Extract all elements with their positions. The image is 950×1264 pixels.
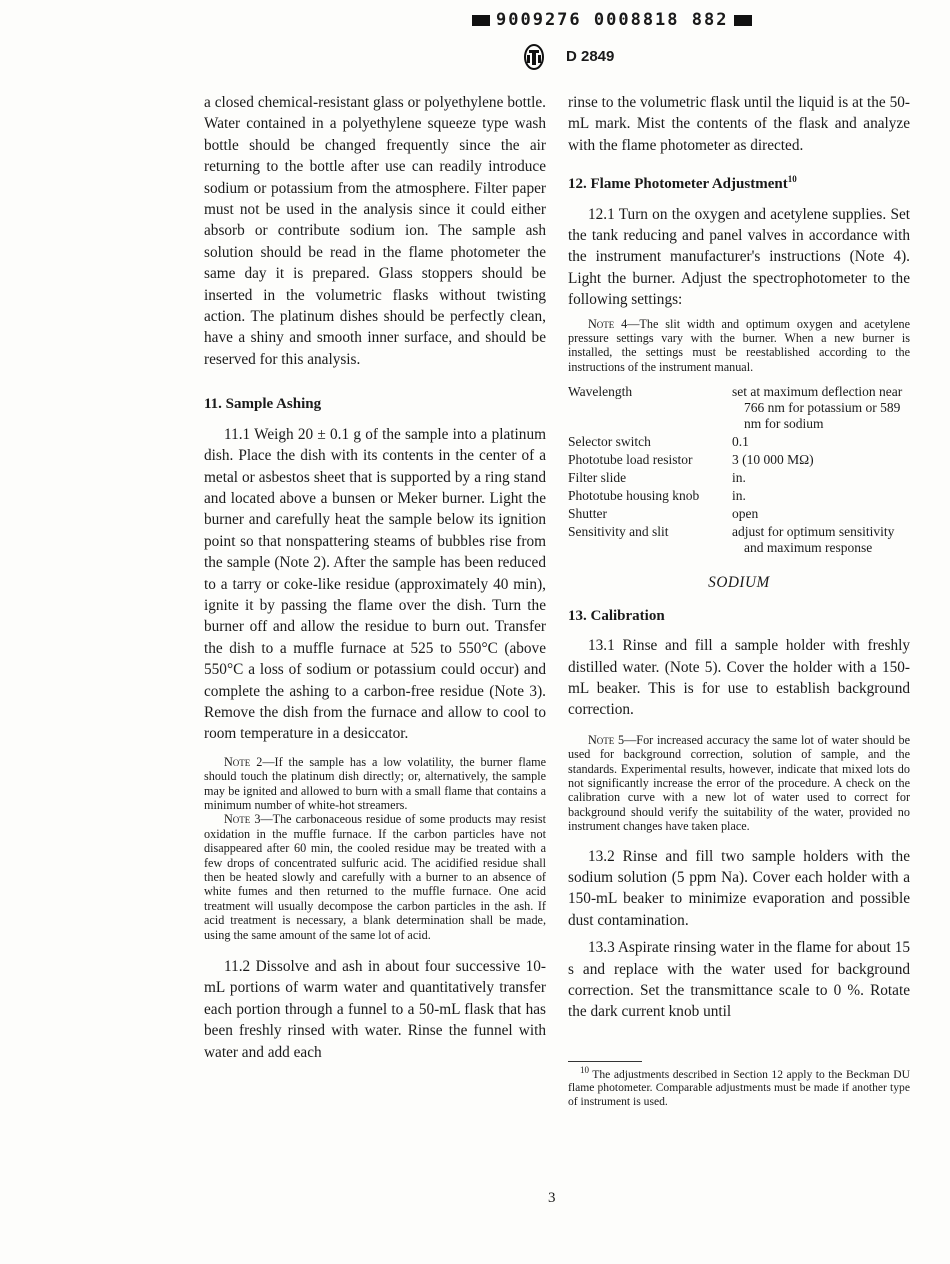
setting-name: Selector switch — [568, 434, 651, 450]
section-12-heading — [568, 174, 910, 195]
settings-row — [568, 506, 910, 524]
setting-name: Wavelength — [568, 384, 633, 400]
standard-designation: D 2849 — [566, 48, 615, 65]
setting-value: in. — [732, 488, 746, 504]
setting-name: Phototube housing knob — [568, 488, 700, 504]
settings-row — [568, 452, 910, 470]
document-code — [466, 10, 758, 30]
footnote-rule — [568, 1061, 642, 1062]
setting-value: in. — [732, 470, 746, 486]
paragraph-12-1: 12.1 Turn on the oxygen and acetylene supplies. Set the tank reducing and panel valves in accordance with the instrument manufacturer's instructions (Note 4). Light the burner. Adjust the spectrophotometer to the following settings: — [568, 205, 910, 309]
paragraph-11-1: 11.1 Weigh 20 ± 0.1 g of the sample into a platinum dish. Place the dish with its contents in the center of a metal or asbestos sheet that is supported by a ring stand and located above a bunsen or Meker burner. Light the burner and carefully heat the sample below its ignition point so that nonspattering steams of bubbles rise from the sample (Note 2). After the sample has been reduced to a tarry or coke-like residue (approximately 40 min), ignite it by passing the flame over the dish. Turn the burner off and allow the residue to burn out. Transfer the dish to a muffle furnace at 525 to 550°C (above 550°C a loss of sodium or potassium could occur) and complete the ashing to a carbon-free residue (Note 3). Remove the dish from the furnace and allow to cool to room temperature in a desiccator. — [204, 425, 546, 743]
paragraph-11-2: 11.2 Dissolve and ash in about four successive 10-mL portions of warm water and quantitatively transfer each portion through a funnel to a 50-mL flask that has been freshly rinsed with water. Rinse the funnel with water and add each — [204, 958, 546, 1061]
left-column — [204, 92, 546, 1063]
settings-table — [568, 384, 910, 558]
setting-name: Sensitivity and slit — [568, 524, 669, 540]
settings-row — [568, 434, 910, 452]
setting-value: set at maximum deflection near 766 nm for potassium or 589 nm for sodium — [732, 384, 903, 432]
page-number: 3 — [548, 1190, 556, 1206]
section-12-title: 12. Flame Photometer Adjustment — [568, 176, 788, 193]
settings-row — [568, 470, 910, 488]
note-3 — [204, 812, 546, 942]
setting-value: 3 (10 000 MΩ) — [732, 452, 814, 468]
registration-block — [472, 15, 490, 26]
section-11-heading: 11. Sample Ashing — [204, 396, 322, 413]
settings-row — [568, 384, 910, 434]
continued-paragraph: rinse to the volumetric flask until the liquid is at the 50-mL mark. Mist the contents of the flask and analyze with the flame photometer as directed. — [568, 94, 910, 154]
note-3-text: —The carbonaceous residue of some products may resist oxidation in the muffle furnace. If the carbon particles have not disappeared after 60 min, the cooled residue may be treated with a few drops of concentrated sulfuric acid. The acidified residue shall then be heated slowly and carefully with a burner to an absence of white fumes and then returned to the muffle furnace. One acid treatment will usually decompose the carbon particles in the ash. If acid treatment is necessary, a blank determination shall be made, using the same amount of the same lot of acid. — [204, 812, 546, 942]
setting-name: Phototube load resistor — [568, 452, 693, 468]
footnote-text: The adjustments described in Section 12 apply to the Beckman DU flame photometer. Comparable adjustments must be made if another type of instrument is used. — [568, 1067, 910, 1108]
note-3-lead: Note 3 — [224, 812, 261, 827]
footnote-10 — [568, 1064, 910, 1109]
note-5 — [568, 733, 910, 834]
settings-row — [568, 488, 910, 506]
settings-row — [568, 524, 910, 558]
note-2 — [204, 755, 546, 813]
note-2-text: —If the sample has a low volatility, the burner flame should touch the platinum dish directly; or, alternatively, the sample may be ignited and allowed to burn with a small flame that contains a minimum number of white-hot streamers. — [204, 754, 547, 812]
note-5-text: —For increased accuracy the same lot of water should be used for background correction, solution of sample, and the standards. Experimental results, however, indicate that mixed lots do not significantly increase the error of the procedure. A check on the calibration curve with a new lot of water used to correct for background should verify the suitability of the water, provided no instrument changes have taken place. — [568, 732, 910, 834]
section-13-heading: 13. Calibration — [568, 607, 665, 624]
note-4 — [568, 317, 910, 375]
paragraph-13-3: 13.3 Aspirate rinsing water in the flame for about 15 s and replace with the water used for background correction. Set the transmittance scale to 0 %. Rotate the dark current knob until — [568, 939, 910, 1021]
paragraph-13-1: 13.1 Rinse and fill a sample holder with freshly distilled water. (Note 5). Cover the holder with a 150-mL beaker. This is for use to establish background correction. — [568, 637, 910, 719]
setting-value: 0.1 — [732, 434, 749, 450]
footnote-ref-10: 10 — [787, 174, 797, 185]
note-5-lead: Note 5 — [588, 732, 625, 747]
setting-value: open — [732, 506, 759, 522]
setting-name: Filter slide — [568, 470, 627, 486]
astm-logo-icon — [524, 44, 544, 70]
intro-paragraph: a closed chemical-resistant glass or polyethylene bottle. Water contained in a polyethylene squeeze type wash bottle should be changed frequently since the air returning to the bottle after use can readily introduce sodium or potassium from the atmosphere. Filter paper must not be used in the analysis since it could either absorb or contribute sodium ion. The sample ash solution should be read in the flame photometer the same day it is prepared. Glass stoppers should be inserted in the volumetric flasks without twisting action. The platinum dishes should be perfectly clean, have a shiny and smooth inner surface, and should be reserved for this analysis. — [204, 94, 546, 368]
footnote-mark: 10 — [580, 1064, 589, 1075]
code-text: 9009276 0008818 882 — [496, 10, 729, 30]
setting-value: adjust for optimum sensitivity and maximum response — [732, 524, 895, 556]
note-4-text: —The slit width and optimum oxygen and acetylene pressure settings vary with the burner. When a new burner is installed, the settings must be reestablished according to the instructions of the instrument manual. — [568, 316, 911, 374]
note-2-lead: Note 2 — [224, 754, 263, 769]
right-column — [568, 92, 910, 1109]
setting-name: Shutter — [568, 506, 607, 522]
registration-block — [734, 15, 752, 26]
paragraph-13-2: 13.2 Rinse and fill two sample holders with the sodium solution (5 ppm Na). Cover each holder with a 150-mL beaker to minimize evaporation and possible dust contamination. — [568, 847, 910, 929]
sodium-subheading: SODIUM — [708, 574, 770, 592]
note-4-lead: Note 4 — [588, 316, 628, 331]
